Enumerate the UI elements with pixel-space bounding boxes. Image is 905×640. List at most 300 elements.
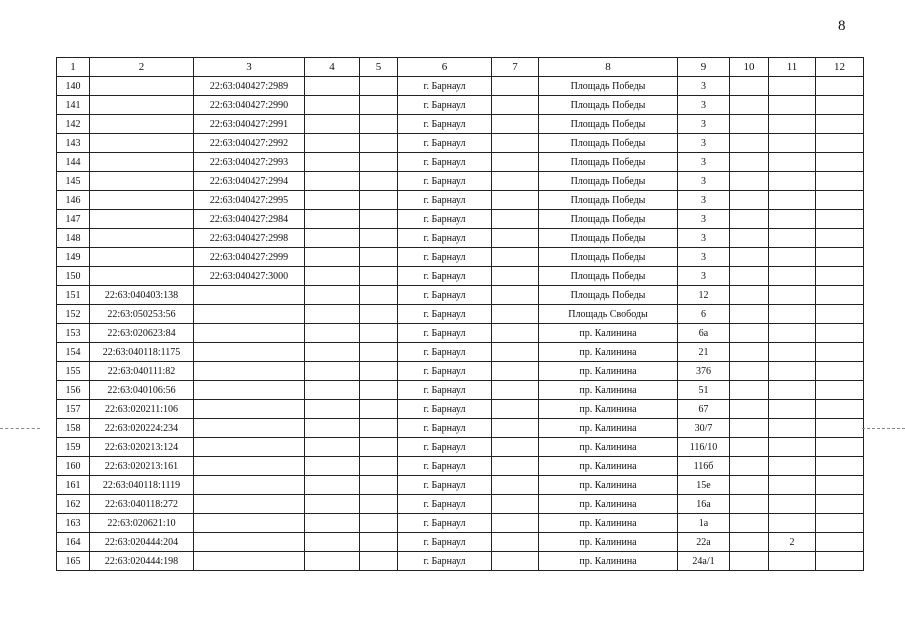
column-header-8: 8 <box>539 58 678 77</box>
cell-house-number: 3 <box>678 153 730 172</box>
cell-col-10 <box>730 495 769 514</box>
cell-col-5 <box>360 96 398 115</box>
table-row <box>57 400 864 419</box>
cell-cadastral-number-a: 22:63:040118:272 <box>90 495 194 514</box>
cell-city: г. Барнаул <box>398 400 492 419</box>
cell-cadastral-number-b <box>194 514 305 533</box>
cell-row-number: 140 <box>57 77 90 96</box>
table-row <box>57 476 864 495</box>
cell-col-11 <box>769 153 816 172</box>
table-row <box>57 533 864 552</box>
cell-col-11 <box>769 362 816 381</box>
cell-cadastral-number-a <box>90 77 194 96</box>
cell-row-number: 159 <box>57 438 90 457</box>
cell-cadastral-number-a: 22:63:020213:124 <box>90 438 194 457</box>
cell-cadastral-number-b <box>194 457 305 476</box>
cell-col-10 <box>730 324 769 343</box>
cell-col-5 <box>360 324 398 343</box>
cell-col-4 <box>305 248 360 267</box>
cell-street: пр. Калинина <box>539 438 678 457</box>
cell-col-4 <box>305 77 360 96</box>
cell-city: г. Барнаул <box>398 77 492 96</box>
cell-street: пр. Калинина <box>539 476 678 495</box>
cell-city: г. Барнаул <box>398 552 492 571</box>
cell-cadastral-number-b: 22:63:040427:2991 <box>194 115 305 134</box>
cell-col-5 <box>360 533 398 552</box>
cell-col-12 <box>816 381 864 400</box>
cell-street: Площадь Победы <box>539 153 678 172</box>
cell-city: г. Барнаул <box>398 362 492 381</box>
table-row <box>57 153 864 172</box>
cell-street: пр. Калинина <box>539 533 678 552</box>
cell-col-12 <box>816 533 864 552</box>
cell-col-7 <box>492 438 539 457</box>
cell-cadastral-number-a: 22:63:020444:204 <box>90 533 194 552</box>
cell-col-4 <box>305 229 360 248</box>
cell-row-number: 160 <box>57 457 90 476</box>
cell-cadastral-number-b: 22:63:040427:2993 <box>194 153 305 172</box>
cell-cadastral-number-a: 22:63:020621:10 <box>90 514 194 533</box>
cell-col-5 <box>360 267 398 286</box>
cell-col-12 <box>816 495 864 514</box>
cell-row-number: 146 <box>57 191 90 210</box>
cell-street: Площадь Победы <box>539 286 678 305</box>
cell-col-11 <box>769 552 816 571</box>
cell-street: пр. Калинина <box>539 324 678 343</box>
cell-col-10 <box>730 248 769 267</box>
cell-row-number: 161 <box>57 476 90 495</box>
cell-col-11 <box>769 172 816 191</box>
cell-col-11 <box>769 457 816 476</box>
cell-col-4 <box>305 476 360 495</box>
cell-col-5 <box>360 400 398 419</box>
cell-col-5 <box>360 438 398 457</box>
cell-col-7 <box>492 400 539 419</box>
cell-col-12 <box>816 457 864 476</box>
cell-cadastral-number-a <box>90 153 194 172</box>
cell-col-11 <box>769 514 816 533</box>
cell-cadastral-number-b <box>194 552 305 571</box>
cell-row-number: 150 <box>57 267 90 286</box>
column-header-1: 1 <box>57 58 90 77</box>
cell-col-12 <box>816 210 864 229</box>
cell-col-10 <box>730 400 769 419</box>
cell-street: Площадь Победы <box>539 267 678 286</box>
cell-col-12 <box>816 438 864 457</box>
cell-col-11 <box>769 438 816 457</box>
cell-col-7 <box>492 134 539 153</box>
column-header-11: 11 <box>769 58 816 77</box>
cell-col-4 <box>305 362 360 381</box>
cell-col-11 <box>769 248 816 267</box>
cell-street: Площадь Победы <box>539 210 678 229</box>
cell-col-5 <box>360 495 398 514</box>
table-row <box>57 343 864 362</box>
cell-col-10 <box>730 438 769 457</box>
cell-col-5 <box>360 419 398 438</box>
cell-col-7 <box>492 267 539 286</box>
cell-col-10 <box>730 514 769 533</box>
cell-row-number: 148 <box>57 229 90 248</box>
table-row <box>57 552 864 571</box>
cell-col-4 <box>305 514 360 533</box>
cell-row-number: 157 <box>57 400 90 419</box>
cell-street: Площадь Победы <box>539 229 678 248</box>
cell-cadastral-number-a: 22:63:020213:161 <box>90 457 194 476</box>
cell-col-7 <box>492 324 539 343</box>
cell-city: г. Барнаул <box>398 495 492 514</box>
table-row <box>57 172 864 191</box>
cell-col-10 <box>730 115 769 134</box>
cell-street: пр. Калинина <box>539 362 678 381</box>
cell-col-7 <box>492 286 539 305</box>
cell-col-4 <box>305 286 360 305</box>
cell-house-number: 3 <box>678 134 730 153</box>
table-row <box>57 362 864 381</box>
cell-house-number: 3 <box>678 267 730 286</box>
cell-col-11 <box>769 495 816 514</box>
table-row <box>57 115 864 134</box>
cell-cadastral-number-b: 22:63:040427:2984 <box>194 210 305 229</box>
cell-col-10 <box>730 191 769 210</box>
cell-cadastral-number-b <box>194 381 305 400</box>
cell-col-7 <box>492 533 539 552</box>
cell-col-11 <box>769 305 816 324</box>
cell-city: г. Барнаул <box>398 248 492 267</box>
cell-col-4 <box>305 267 360 286</box>
table-row <box>57 495 864 514</box>
cell-col-11 <box>769 115 816 134</box>
cell-street: Площадь Победы <box>539 134 678 153</box>
cell-col-5 <box>360 229 398 248</box>
cell-house-number: 3 <box>678 77 730 96</box>
cell-col-12 <box>816 134 864 153</box>
column-header-10: 10 <box>730 58 769 77</box>
cell-house-number: 21 <box>678 343 730 362</box>
cell-cadastral-number-b: 22:63:040427:2992 <box>194 134 305 153</box>
cell-house-number: 3 <box>678 248 730 267</box>
cell-city: г. Барнаул <box>398 324 492 343</box>
table-row <box>57 324 864 343</box>
cell-row-number: 156 <box>57 381 90 400</box>
cell-col-4 <box>305 305 360 324</box>
cell-house-number: 51 <box>678 381 730 400</box>
cell-street: Площадь Победы <box>539 115 678 134</box>
cell-cadastral-number-a <box>90 229 194 248</box>
cell-city: г. Барнаул <box>398 153 492 172</box>
cell-col-10 <box>730 362 769 381</box>
cell-col-11 <box>769 96 816 115</box>
cell-col-4 <box>305 210 360 229</box>
column-header-5: 5 <box>360 58 398 77</box>
cell-col-10 <box>730 210 769 229</box>
cell-cadastral-number-b <box>194 362 305 381</box>
cell-col-4 <box>305 552 360 571</box>
cell-col-5 <box>360 153 398 172</box>
cell-row-number: 144 <box>57 153 90 172</box>
cell-street: Площадь Победы <box>539 191 678 210</box>
cell-col-11 <box>769 267 816 286</box>
cell-cadastral-number-b <box>194 400 305 419</box>
cell-col-5 <box>360 115 398 134</box>
cell-cadastral-number-b <box>194 438 305 457</box>
cell-col-7 <box>492 457 539 476</box>
table-row <box>57 134 864 153</box>
cell-col-5 <box>360 457 398 476</box>
cell-cadastral-number-a <box>90 115 194 134</box>
cell-col-7 <box>492 210 539 229</box>
cell-house-number: 22а <box>678 533 730 552</box>
cell-col-12 <box>816 419 864 438</box>
cell-row-number: 145 <box>57 172 90 191</box>
cell-cadastral-number-b <box>194 343 305 362</box>
cell-row-number: 142 <box>57 115 90 134</box>
cell-house-number: 3 <box>678 191 730 210</box>
cell-col-7 <box>492 77 539 96</box>
column-header-6: 6 <box>398 58 492 77</box>
cell-col-11 <box>769 381 816 400</box>
cell-col-11 <box>769 286 816 305</box>
cell-street: Площадь Победы <box>539 248 678 267</box>
table-row <box>57 457 864 476</box>
cell-col-4 <box>305 438 360 457</box>
cell-cadastral-number-a <box>90 267 194 286</box>
cell-city: г. Барнаул <box>398 134 492 153</box>
cell-col-12 <box>816 476 864 495</box>
cell-col-7 <box>492 248 539 267</box>
cell-cadastral-number-a: 22:63:040111:82 <box>90 362 194 381</box>
cell-col-4 <box>305 153 360 172</box>
cell-cadastral-number-b <box>194 476 305 495</box>
cell-col-4 <box>305 324 360 343</box>
cell-row-number: 163 <box>57 514 90 533</box>
cell-street: Площадь Победы <box>539 96 678 115</box>
cell-col-10 <box>730 381 769 400</box>
cell-house-number: 3 <box>678 229 730 248</box>
cell-col-12 <box>816 343 864 362</box>
cell-house-number: 30/7 <box>678 419 730 438</box>
cell-col-10 <box>730 172 769 191</box>
cell-col-5 <box>360 191 398 210</box>
cell-col-11 <box>769 210 816 229</box>
page-number: 8 <box>838 18 846 34</box>
cell-city: г. Барнаул <box>398 343 492 362</box>
cell-cadastral-number-a: 22:63:020224:234 <box>90 419 194 438</box>
cell-col-10 <box>730 419 769 438</box>
cell-house-number: 116б <box>678 457 730 476</box>
register-body <box>57 77 864 571</box>
cell-col-5 <box>360 286 398 305</box>
cell-col-10 <box>730 134 769 153</box>
cell-col-12 <box>816 324 864 343</box>
cell-col-12 <box>816 400 864 419</box>
cell-col-12 <box>816 191 864 210</box>
cell-col-5 <box>360 305 398 324</box>
cell-col-7 <box>492 229 539 248</box>
register-table <box>56 57 864 571</box>
table-row <box>57 210 864 229</box>
cell-street: пр. Калинина <box>539 514 678 533</box>
table-row <box>57 438 864 457</box>
cell-row-number: 149 <box>57 248 90 267</box>
cell-col-7 <box>492 362 539 381</box>
cell-col-12 <box>816 153 864 172</box>
cell-col-10 <box>730 457 769 476</box>
cell-col-7 <box>492 115 539 134</box>
cell-col-5 <box>360 248 398 267</box>
cell-col-4 <box>305 533 360 552</box>
cell-col-7 <box>492 419 539 438</box>
cell-col-12 <box>816 77 864 96</box>
cell-house-number: 3 <box>678 96 730 115</box>
cell-col-12 <box>816 286 864 305</box>
cell-col-10 <box>730 343 769 362</box>
cell-col-7 <box>492 305 539 324</box>
cell-row-number: 153 <box>57 324 90 343</box>
cell-street: Площадь Победы <box>539 77 678 96</box>
cell-street: пр. Калинина <box>539 495 678 514</box>
cell-street: пр. Калинина <box>539 419 678 438</box>
cell-city: г. Барнаул <box>398 229 492 248</box>
cell-row-number: 164 <box>57 533 90 552</box>
column-header-7: 7 <box>492 58 539 77</box>
cell-city: г. Барнаул <box>398 514 492 533</box>
cell-city: г. Барнаул <box>398 476 492 495</box>
cell-city: г. Барнаул <box>398 457 492 476</box>
cell-row-number: 154 <box>57 343 90 362</box>
cell-street: Площадь Свободы <box>539 305 678 324</box>
table-row <box>57 419 864 438</box>
cell-city: г. Барнаул <box>398 286 492 305</box>
cell-house-number: 376 <box>678 362 730 381</box>
cell-cadastral-number-a <box>90 134 194 153</box>
cell-house-number: 1а <box>678 514 730 533</box>
cell-house-number: 3 <box>678 210 730 229</box>
cell-col-11 <box>769 134 816 153</box>
cell-house-number: 116/10 <box>678 438 730 457</box>
cell-city: г. Барнаул <box>398 267 492 286</box>
cell-cadastral-number-b: 22:63:040427:2994 <box>194 172 305 191</box>
table-row <box>57 514 864 533</box>
cell-col-7 <box>492 495 539 514</box>
cell-col-12 <box>816 514 864 533</box>
cell-col-4 <box>305 172 360 191</box>
cell-col-10 <box>730 552 769 571</box>
cell-col-5 <box>360 210 398 229</box>
cell-cadastral-number-b <box>194 324 305 343</box>
cell-cadastral-number-a: 22:63:020623:84 <box>90 324 194 343</box>
table-row <box>57 77 864 96</box>
cell-street: пр. Калинина <box>539 343 678 362</box>
cell-city: г. Барнаул <box>398 419 492 438</box>
cell-cadastral-number-a: 22:63:040118:1175 <box>90 343 194 362</box>
cell-col-4 <box>305 381 360 400</box>
table-row <box>57 96 864 115</box>
cell-col-12 <box>816 267 864 286</box>
cell-street: пр. Калинина <box>539 381 678 400</box>
column-header-3: 3 <box>194 58 305 77</box>
cell-row-number: 147 <box>57 210 90 229</box>
cell-city: г. Барнаул <box>398 533 492 552</box>
cell-col-12 <box>816 552 864 571</box>
cell-row-number: 152 <box>57 305 90 324</box>
table-row <box>57 229 864 248</box>
cell-col-4 <box>305 419 360 438</box>
cell-cadastral-number-b <box>194 305 305 324</box>
column-header-12: 12 <box>816 58 864 77</box>
cell-cadastral-number-a <box>90 172 194 191</box>
cell-col-7 <box>492 381 539 400</box>
cell-row-number: 143 <box>57 134 90 153</box>
cell-cadastral-number-a: 22:63:040106:56 <box>90 381 194 400</box>
cell-street: пр. Калинина <box>539 457 678 476</box>
cell-col-5 <box>360 172 398 191</box>
cell-col-11 <box>769 191 816 210</box>
cell-col-7 <box>492 153 539 172</box>
cell-col-12 <box>816 172 864 191</box>
cell-cadastral-number-b: 22:63:040427:3000 <box>194 267 305 286</box>
cell-col-7 <box>492 552 539 571</box>
cell-col-7 <box>492 172 539 191</box>
cell-col-10 <box>730 153 769 172</box>
cell-row-number: 141 <box>57 96 90 115</box>
cell-col-11 <box>769 400 816 419</box>
cell-cadastral-number-b: 22:63:040427:2999 <box>194 248 305 267</box>
cell-cadastral-number-b <box>194 286 305 305</box>
cell-col-4 <box>305 96 360 115</box>
cell-house-number: 3 <box>678 115 730 134</box>
cell-col-10 <box>730 305 769 324</box>
table-row <box>57 267 864 286</box>
cell-cadastral-number-b <box>194 495 305 514</box>
cell-col-10 <box>730 77 769 96</box>
cell-cadastral-number-b <box>194 419 305 438</box>
cell-col-7 <box>492 514 539 533</box>
cell-house-number: 6а <box>678 324 730 343</box>
cell-col-12 <box>816 362 864 381</box>
table-row <box>57 305 864 324</box>
cell-row-number: 155 <box>57 362 90 381</box>
column-header-9: 9 <box>678 58 730 77</box>
cell-col-11 <box>769 343 816 362</box>
cell-col-5 <box>360 381 398 400</box>
table-row <box>57 191 864 210</box>
cell-col-10 <box>730 476 769 495</box>
cell-house-number: 3 <box>678 172 730 191</box>
cell-col-7 <box>492 191 539 210</box>
cell-col-5 <box>360 134 398 153</box>
cell-street: Площадь Победы <box>539 172 678 191</box>
cell-col-4 <box>305 495 360 514</box>
cell-col-11 <box>769 229 816 248</box>
cell-col-7 <box>492 96 539 115</box>
column-header-2: 2 <box>90 58 194 77</box>
cell-city: г. Барнаул <box>398 210 492 229</box>
cell-col-11: 2 <box>769 533 816 552</box>
cell-col-4 <box>305 457 360 476</box>
cell-cadastral-number-a: 22:63:050253:56 <box>90 305 194 324</box>
cell-col-4 <box>305 343 360 362</box>
cell-cadastral-number-a <box>90 191 194 210</box>
cell-cadastral-number-a: 22:63:040118:1119 <box>90 476 194 495</box>
cell-col-11 <box>769 324 816 343</box>
cell-cadastral-number-a <box>90 96 194 115</box>
cell-col-5 <box>360 552 398 571</box>
cell-col-5 <box>360 514 398 533</box>
table-row <box>57 286 864 305</box>
cell-row-number: 151 <box>57 286 90 305</box>
cell-street: пр. Калинина <box>539 400 678 419</box>
